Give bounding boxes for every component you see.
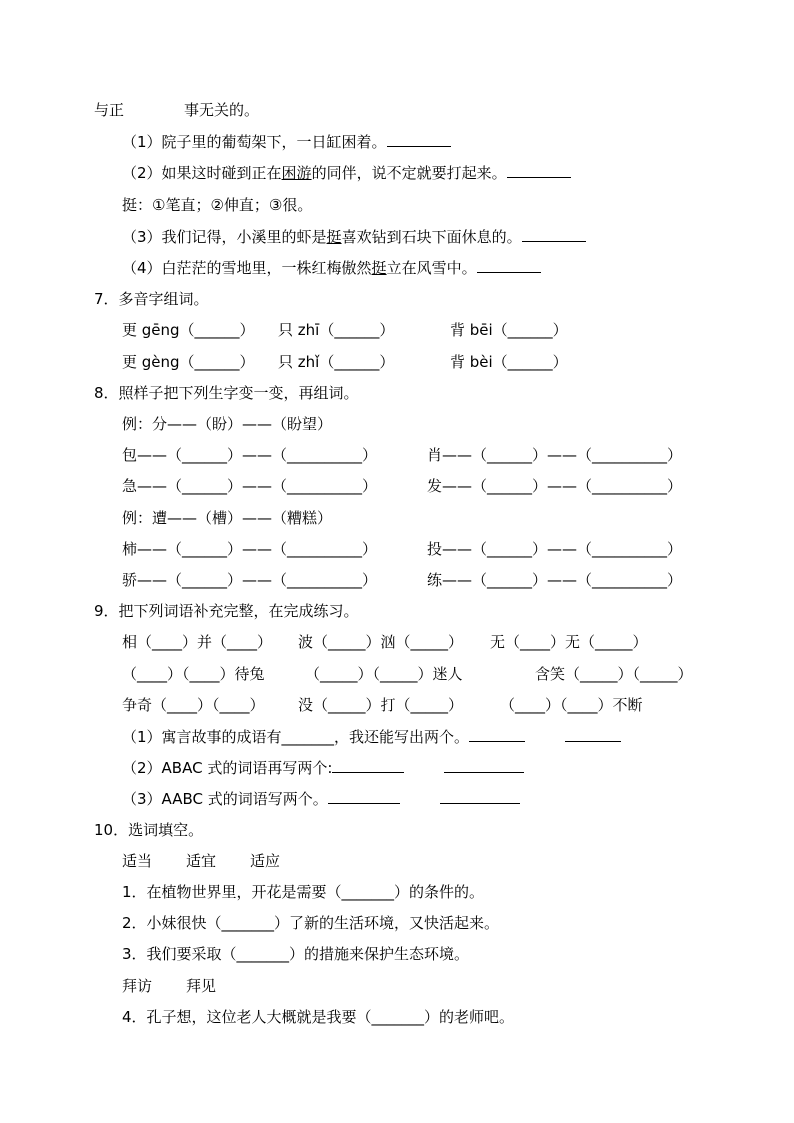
q10-sentence[interactable]: 2．小妹很快（_______）了新的生活环境，又快活起来。 <box>122 914 500 932</box>
answer-blank[interactable] <box>469 727 525 742</box>
q8-item[interactable]: 发——（______）——（__________） <box>427 477 683 495</box>
q7-item[interactable]: 只 zhī（______） <box>278 321 395 339</box>
ting-sentence-3-b: 喜欢钻到石块下面休息的。 <box>341 228 522 246</box>
q8-item[interactable]: 肖——（______）——（__________） <box>427 446 683 464</box>
q7-item[interactable]: 更 gēng（______） <box>122 321 255 339</box>
ting-sentence-3 <box>122 227 586 247</box>
q10-word-option: 拜访 <box>122 977 153 995</box>
q10-word-option: 拜见 <box>186 977 217 995</box>
answer-blank[interactable] <box>387 132 451 147</box>
q9-idiom[interactable]: 含笑（_____）（_____） <box>535 665 693 683</box>
kun-sentence-2-b: 的同伴，说不定就要打起来。 <box>311 164 507 182</box>
q9-title: 9．把下列词语补充完整，在完成练习。 <box>94 602 359 620</box>
q8-item[interactable]: 骄——（______）——（__________） <box>122 571 378 589</box>
q10-title: 10．选词填空。 <box>94 821 204 839</box>
answer-blank[interactable] <box>440 789 520 804</box>
q10-word-option: 适当 <box>122 852 153 870</box>
q10-sentence[interactable]: 3．我们要采取（_______）的措施来保护生态环境。 <box>122 945 470 963</box>
q7-item[interactable]: 只 zhǐ（______） <box>278 353 395 371</box>
kun-sentence-2-a: （2）如果这时碰到正在 <box>122 164 282 182</box>
ting-sentence-4 <box>122 258 541 278</box>
q8-item[interactable]: 投——（______）——（__________） <box>427 540 683 558</box>
q10-sentence[interactable]: 1．在植物世界里，开花是需要（_______）的条件的。 <box>122 883 485 901</box>
q7-item[interactable]: 背 bèi（______） <box>450 353 568 371</box>
answer-blank[interactable] <box>328 789 400 804</box>
kun-sentence-2-underlined: 困游 <box>281 164 312 182</box>
ting-sentence-4-a: （4）白茫茫的雪地里，一株红梅傲然 <box>122 259 372 277</box>
ting-sentence-3-underlined: 挺 <box>326 228 342 246</box>
q10-sentence[interactable]: 4．孔子想，这位老人大概就是我要（_______）的老师吧。 <box>122 1008 515 1026</box>
q9-exercise-3 <box>122 789 520 809</box>
q8-example-1: 例：分——（盼）——（盼望） <box>122 415 333 433</box>
q8-item[interactable]: 练——（______）——（__________） <box>427 571 683 589</box>
q9-idiom[interactable]: （____）（____）待兔 <box>122 665 265 683</box>
ting-meanings: 挺：①笔直；②伸直；③很。 <box>122 196 313 214</box>
q7-item[interactable]: 背 bēi（______） <box>450 321 568 339</box>
q9-idiom[interactable]: 没（_____）打（_____） <box>298 696 464 714</box>
answer-blank[interactable] <box>565 727 621 742</box>
q9-exercise-2-text: （2）ABAC 式的词语再写两个: <box>122 759 333 777</box>
q7-item[interactable]: 更 gèng（______） <box>122 353 255 371</box>
q7-title: 7．多音字组词。 <box>94 290 209 308</box>
q8-item[interactable]: 柿——（______）——（__________） <box>122 540 378 558</box>
ting-sentence-4-b: 立在风雪中。 <box>386 259 477 277</box>
answer-blank[interactable] <box>332 758 404 773</box>
q9-idiom[interactable]: 波（_____）汹（_____） <box>298 633 464 651</box>
q8-item[interactable]: 急——（______）——（__________） <box>122 477 378 495</box>
kun-sentence-2 <box>122 163 571 183</box>
answer-blank[interactable] <box>507 163 571 178</box>
q9-exercise-2 <box>122 758 524 778</box>
q8-item[interactable]: 包——（______）——（__________） <box>122 446 378 464</box>
q9-idiom[interactable]: 无（____）无（_____） <box>490 633 648 651</box>
q10-word-option: 适应 <box>250 852 281 870</box>
q9-exercise-1-text: （1）寓言故事的成语有_______，我还能写出两个。 <box>122 728 470 746</box>
q9-exercise-3-text: （3）AABC 式的词语写两个。 <box>122 790 328 808</box>
kun-sentence-1-text: （1）院子里的葡萄架下，一日缸困着。 <box>122 133 387 151</box>
intro-text: 与正 事无关的。 <box>94 101 260 119</box>
q9-exercise-1 <box>122 727 621 747</box>
ting-sentence-3-a: （3）我们记得，小溪里的虾是 <box>122 228 327 246</box>
kun-sentence-1 <box>122 132 451 152</box>
answer-blank[interactable] <box>477 258 541 273</box>
answer-blank[interactable] <box>522 227 586 242</box>
answer-blank[interactable] <box>444 758 524 773</box>
q10-word-option: 适宜 <box>186 852 217 870</box>
q9-idiom[interactable]: （____）（____）不断 <box>500 696 643 714</box>
q9-idiom[interactable]: （_____）（_____）迷人 <box>305 665 463 683</box>
ting-sentence-4-underlined: 挺 <box>371 259 387 277</box>
q9-idiom[interactable]: 争奇（____）（____） <box>122 696 265 714</box>
q8-example-2: 例：遭——（槽）——（糟糕） <box>122 509 333 527</box>
q8-title: 8．照样子把下列生字变一变，再组词。 <box>94 384 359 402</box>
q9-idiom[interactable]: 相（____）并（____） <box>122 633 273 651</box>
